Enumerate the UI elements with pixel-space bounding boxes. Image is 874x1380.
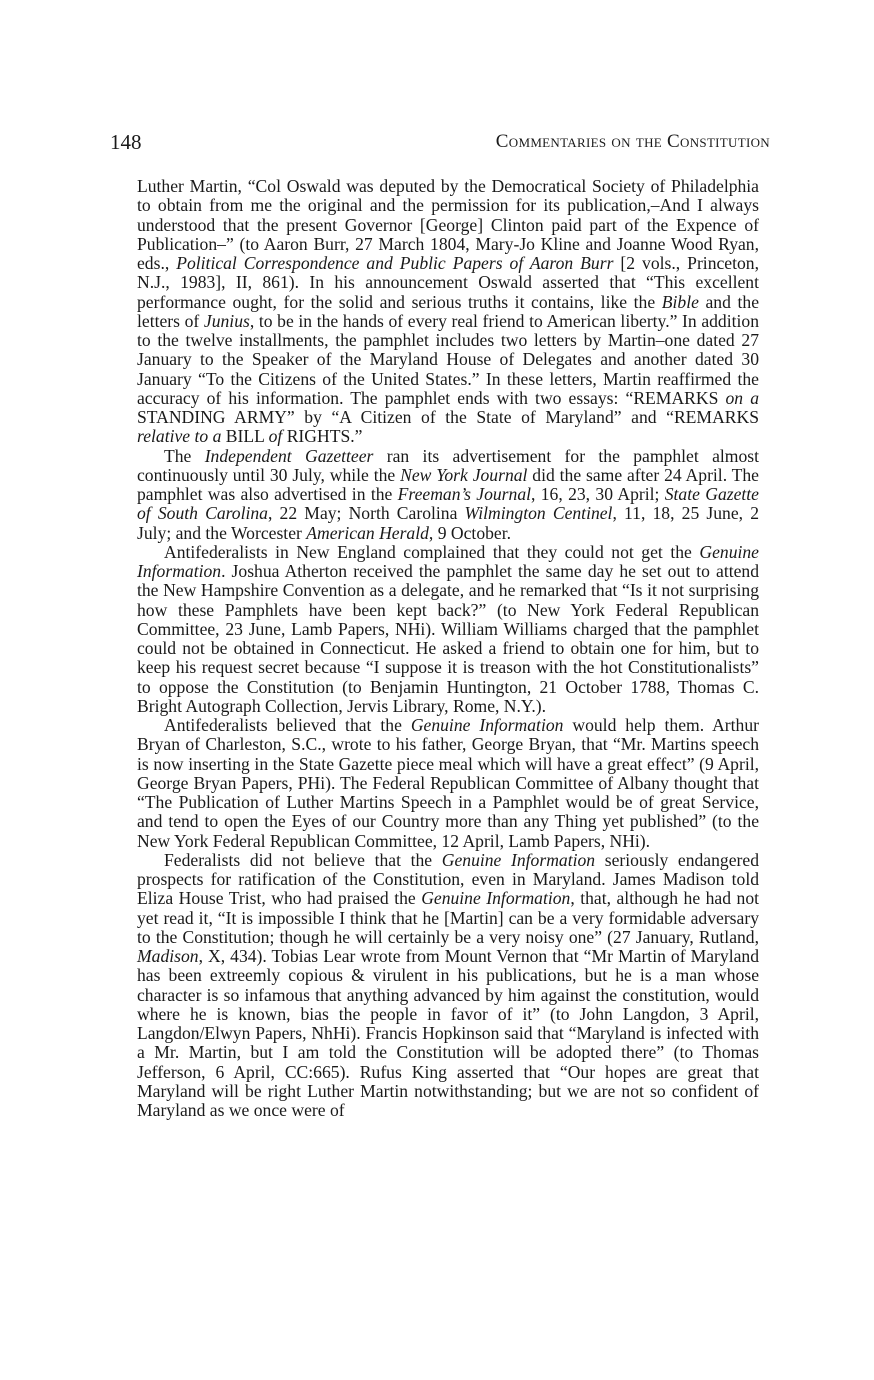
text-run: Federalists did not believe that the: [164, 849, 442, 870]
text-run: and the letters of: [137, 291, 759, 331]
text-run: ran its advertisement for the pamphlet almost continuously until 30 July, while the: [137, 445, 759, 485]
text-run: , 16, 23, 30 April;: [531, 484, 665, 504]
text-run: did the same after 24 April. The pamphlet was also advertised in the: [137, 464, 759, 504]
paragraph-4: [137, 716, 759, 851]
page-number: 148: [110, 130, 142, 154]
text-run: seriously endangered prospects for ratification of the Constitution, even in Maryland. James Madison told Eliza House Trist, who had praised the: [137, 849, 759, 909]
italic-text-run: New York Journal: [400, 464, 528, 485]
italic-text-run: Genuine Information: [137, 541, 759, 581]
italic-text-run: Genuine Information: [421, 888, 571, 909]
text-run: , to be in the hands of every real friend to American liberty.” In addition to the twelve installments, the pamphlet includes two letters by Martin–one dated 27 January to the Speaker of the Maryland House of Delegates and another dated 30 January “To the Citizens of the United States.” In these letters, Martin reaffirmed the accuracy of his information. The pamphlet ends with two essays: “REMARKS: [137, 310, 759, 408]
italic-text-run: Genuine Information: [441, 849, 596, 870]
italic-text-run: on a: [725, 387, 759, 408]
text-run: . Joshua Atherton received the pamphlet the same day he set out to attend the New Hampshire Convention as a delegate, and he remarked that “Is it not surprising how these Pamphlets have been kept back?” (to New York Federal Republican Committee, 23 June, Lamb Papers, NHi). William Williams charged that the pamphlet could not be obtained in Connecticut. He asked a friend to obtain one for him, but to keep his request secret because “I suppose it is treason with the hot Constitutionalists” to oppose the Constitution (to Benjamin Huntington, 21 October 1788, Thomas C. Bright Autograph Collection, Jervis Library, Rome, N.Y.).: [137, 561, 759, 716]
book-page: [110, 0, 778, 1380]
italic-text-run: American Herald: [306, 522, 429, 543]
paragraph-3: [137, 543, 759, 716]
text-run: Antifederalists in New England complained that they could not get the: [164, 541, 700, 562]
italic-text-run: Junius: [203, 310, 250, 331]
italic-text-run: Bible: [661, 291, 699, 312]
running-head: [110, 128, 770, 156]
text-run: , 22 May; North Carolina: [267, 503, 465, 524]
italic-text-run: State Gazette of South Carolina: [137, 484, 759, 524]
italic-text-run: Political Correspondence and Public Papers of Aaron Burr: [176, 253, 614, 273]
text-run: Luther Martin, “Col Oswald was deputed by the Democratical Society of Philadelphia to obtain from me the original and the permission for its publication,–And I always understood that the present Governor [George] Clinton paid part of the Expence of Publication–” (to Aaron Burr, 27 March 1804, Mary-Jo Kline and Joanne Wood Ryan, eds.,: [137, 176, 759, 273]
italic-text-run: Genuine Information: [410, 715, 564, 735]
paragraph-2: [137, 447, 759, 543]
text-run: Antifederalists believed that the: [164, 715, 411, 735]
text-run: STANDING ARMY” by “A Citizen of the State of Maryland” and “REMARKS: [137, 407, 759, 427]
text-run: , X, 434). Tobias Lear wrote from Mount Vernon that “Mr Martin of Maryland has been extreemly copious & virulent in his publications, but he is a man whose character is so infamous that anything advanced by him against the constitution, would where he is known, bias the people in favor of it” (to John Langdon, 3 April, Langdon/Elwyn Papers, NhHi). Francis Hopkinson said that “Maryland is infected with a Mr. Martin, but I am told the Constitution will be adopted there” (to Thomas Jefferson, 6 April, CC:665). Rufus King asserted that “Our hopes are great that Maryland will be right Luther Martin notwithstanding; but we are not so confident of Maryland as we once were of: [137, 946, 759, 1120]
italic-text-run: Independent Gazetteer: [204, 445, 374, 466]
text-run: The: [164, 445, 205, 466]
italic-text-run: Wilmington Centinel: [464, 503, 613, 524]
text-run: BILL: [221, 426, 269, 447]
running-title: Commentaries on the Constitution: [495, 131, 770, 152]
text-run: would help them. Arthur Bryan of Charleston, S.C., wrote to his father, George Bryan, that “Mr. Martins speech is now inserting in the State Gazette piece meal which will have a great effect” (9 April, George Bryan Papers, PHi). The Federal Republican Committee of Albany thought that “The Publication of Luther Martins Speech in a Pamphlet would be of great Service, and tend to open the Eyes of our Country more than any Thing yet published” (to the New York Federal Republican Committee, 12 April, Lamb Papers, NHi).: [137, 715, 759, 851]
text-run: , 9 October.: [428, 522, 512, 543]
text-run: , that, although he had not yet read it, “It is impossible I think that he [Martin] can be a very formidable adversary to the Constitution; though he will certainly be a very noisy one” (27 January, Rutland,: [137, 888, 760, 947]
text-run: , 11, 18, 25 June, 2 July; and the Worcester: [137, 503, 760, 543]
body-text: [137, 177, 759, 1120]
italic-text-run: of: [268, 426, 283, 447]
paragraph-1: [137, 177, 759, 447]
text-run: [2 vols., Princeton, N.J., 1983], II, 861). In his announcement Oswald asserted that “This excellent performance ought, for the solid and serious truths it contains, like the: [137, 253, 759, 312]
italic-text-run: Madison: [137, 946, 199, 966]
italic-text-run: Freeman’s Journal: [397, 484, 532, 504]
paragraph-5: [137, 851, 759, 1121]
text-run: RIGHTS.”: [282, 426, 363, 447]
italic-text-run: relative to a: [137, 426, 222, 447]
